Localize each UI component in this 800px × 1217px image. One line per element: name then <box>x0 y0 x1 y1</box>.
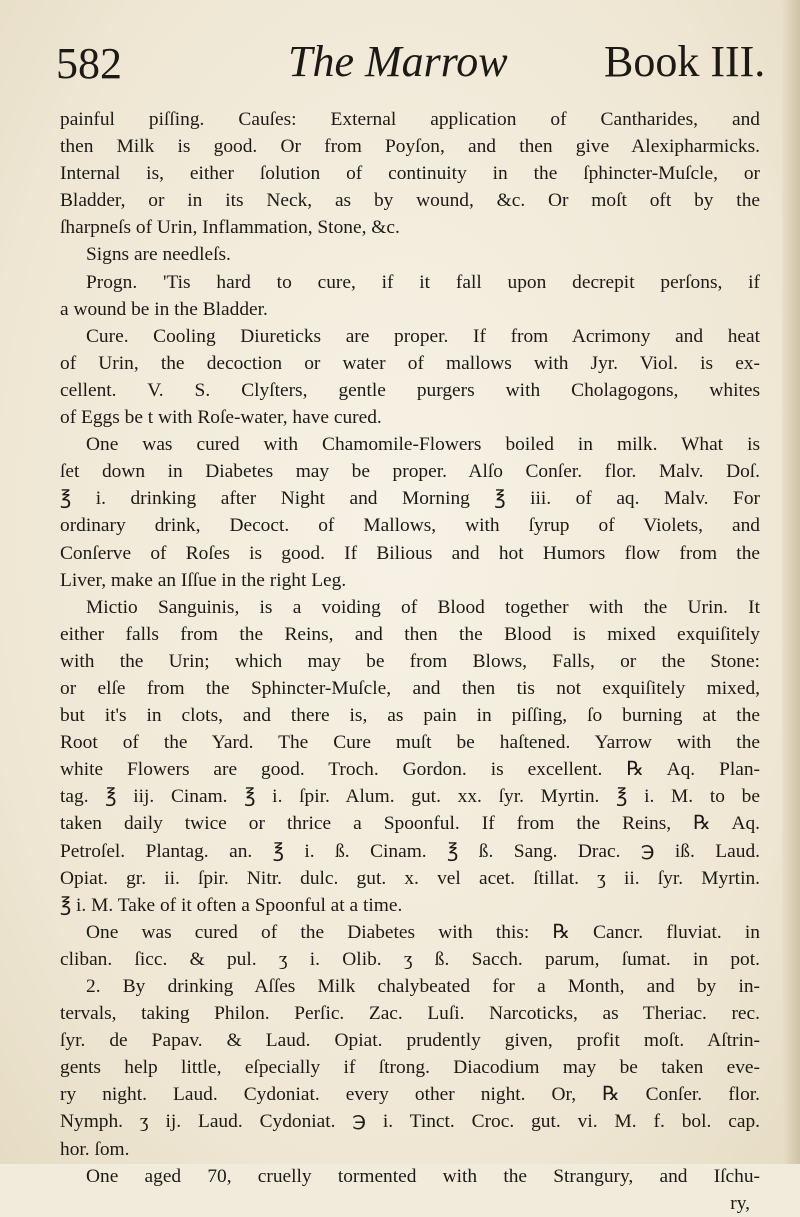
text-line: gents help little, eſpecially if ſtrong. Diacodium may be taken eve- <box>60 1057 760 1079</box>
text-line: ſharpneſs of Urin, Inflammation, Stone, &c. <box>60 217 400 239</box>
text-line: ℥ i. drinking after Night and Morning ℥ iii. of aq. Malv. For <box>60 488 760 510</box>
text-line: Opiat. gr. ii. ſpir. Nitr. dulc. gut. x. vel acet. ſtillat. ʒ ii. ſyr. Myrtin. <box>60 867 760 889</box>
text-line: ſyr. de Papav. & Laud. Opiat. prudently given, profit moſt. Aſtrin- <box>60 1030 760 1052</box>
text-line: One was cured of the Diabetes with this: ℞ Cancr. fluviat. in <box>86 921 760 943</box>
text-line: Petroſel. Plantag. an. ℥ i. ß. Cinam. ℥ ß. Sang. Drac. ℈ iß. Laud. <box>60 840 760 862</box>
text-line: Internal is, either ſolution of continuity in the ſphincter-Muſcle, or <box>60 163 760 185</box>
text-line: Nymph. ʒ ij. Laud. Cydoniat. ℈ i. Tinct. Croc. gut. vi. M. f. bol. cap. <box>60 1111 760 1133</box>
text-line: Liver, make an Iſſue in the right Leg. <box>60 569 347 591</box>
text-line: white Flowers are good. Troch. Gordon. is excellent. ℞ Aq. Plan- <box>60 759 760 781</box>
text-line: One was cured with Chamomile-Flowers boiled in milk. What is <box>86 434 760 456</box>
text-line: Bladder, or in its Neck, as by wound, &c. Or moſt oft by the <box>60 190 760 212</box>
text-line: Root of the Yard. The Cure muſt be haſtened. Yarrow with the <box>60 732 760 754</box>
text-line: ry night. Laud. Cydoniat. every other night. Or, ℞ Conſer. flor. <box>60 1084 760 1106</box>
text-line: hor. ſom. <box>60 1138 130 1160</box>
text-line: or elſe from the Sphincter-Muſcle, and then tis not exquiſitely mixed, <box>60 677 760 699</box>
text-line: ordinary drink, Decoct. of Mallows, with ſyrup of Violets, and <box>60 515 760 537</box>
text-line: painful piſſing. Cauſes: External application of Cantharides, and <box>60 109 760 130</box>
text-line: 2. By drinking Aſſes Milk chalybeated for a Month, and by in- <box>86 976 760 997</box>
text-line: Cure. Cooling Diureticks are proper. If from Acrimony and heat <box>86 325 760 347</box>
text-line: a wound be in the Bladder. <box>60 298 268 320</box>
text-line: but it's in clots, and there is, as pain in piſſing, ſo burning at the <box>60 705 760 727</box>
page-number: 582 <box>56 39 122 88</box>
text-line: with the Urin; which may be from Blows, Falls, or the Stone: <box>60 650 760 672</box>
catchword: ry, <box>730 1192 750 1214</box>
text-line: ſet down in Diabetes may be proper. Alſo Conſer. flor. Malv. Doſ. <box>60 461 760 483</box>
text-line: tervals, taking Philon. Perſic. Zac. Luſi. Narcoticks, as Theriac. rec. <box>60 1003 760 1025</box>
text-line: taken daily twice or thrice a Spoonful. If from the Reins, ℞ Aq. <box>60 813 760 835</box>
text-line: Mictio Sanguinis, is a voiding of Blood together with the Urin. It <box>86 596 760 618</box>
running-title: The Marrow <box>288 37 508 86</box>
text-line: either falls from the Reins, and then the Blood is mixed exquiſitely <box>60 623 760 645</box>
page-header <box>56 36 776 96</box>
text-line: of Eggs be t with Roſe-water, have cured. <box>60 407 382 429</box>
text-line: then Milk is good. Or from Poyſon, and then give Alexipharmicks. <box>60 136 760 158</box>
text-line: One aged 70, cruelly tormented with the Strangury, and Iſchu- <box>86 1165 760 1187</box>
text-line: tag. ℥ iij. Cinam. ℥ i. ſpir. Alum. gut. xx. ſyr. Myrtin. ℥ i. M. to be <box>60 786 760 808</box>
text-line: ℥ i. M. Take of it often a Spoonful at a time. <box>60 894 403 916</box>
body-text <box>60 106 760 1217</box>
book-label: Book III. <box>604 37 766 86</box>
text-line: Conſerve of Roſes is good. If Bilious and hot Humors flow from the <box>60 542 760 564</box>
text-line: Signs are needleſs. <box>86 244 231 266</box>
text-line: cellent. V. S. Clyſters, gentle purgers with Cholagogons, whites <box>60 379 760 401</box>
text-line: of Urin, the decoction or water of mallows with Jyr. Viol. is ex- <box>60 352 760 374</box>
text-line: Progn. 'Tis hard to cure, if it fall upon decrepit perſons, if <box>86 271 760 293</box>
page-edge-shadow <box>782 0 800 1164</box>
text-line: cliban. ſicc. & pul. ʒ i. Olib. ʒ ß. Sacch. parum, ſumat. in pot. <box>60 948 760 970</box>
